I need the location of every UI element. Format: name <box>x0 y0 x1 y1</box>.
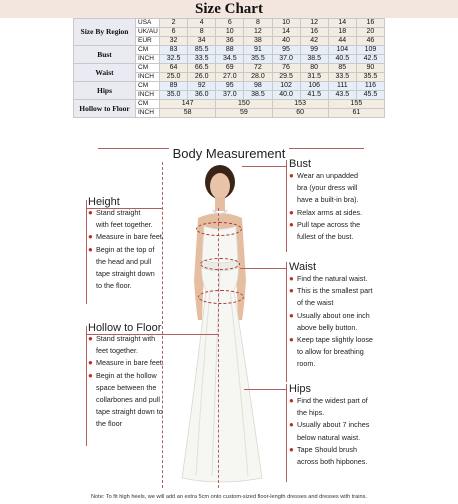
list-item-text: Relax arms at sides. <box>297 207 363 217</box>
list-item <box>289 297 373 309</box>
value-cell: 32.5 <box>160 55 188 64</box>
value-cell: 37.0 <box>272 55 300 64</box>
value-cell: 14 <box>272 28 300 37</box>
value-cell: 147 <box>160 100 216 109</box>
bullet-icon <box>88 268 96 280</box>
value-cell: 31.5 <box>300 73 328 82</box>
value-cell: 29.5 <box>272 73 300 82</box>
body-measurement-title <box>0 146 458 161</box>
value-cell: 95 <box>216 82 244 91</box>
bullet-icon <box>88 382 96 394</box>
list-item-text: bra (your dress will <box>297 183 358 193</box>
list-item <box>289 182 362 194</box>
hips-connector <box>244 389 286 390</box>
list-item-text: Measure in bare feet. <box>96 232 164 242</box>
waist-instructions <box>289 273 373 371</box>
value-cell: 40 <box>272 37 300 46</box>
unit-cell: INCH <box>136 55 160 64</box>
list-item <box>88 370 164 382</box>
list-item <box>88 244 164 256</box>
value-cell: 10 <box>272 19 300 28</box>
list-item-text: Wear an unpadded <box>297 171 359 180</box>
list-item <box>289 219 362 231</box>
waist-measure-ellipse <box>200 258 240 270</box>
bullet-icon: ● <box>88 334 93 343</box>
list-item-text: above belly button. <box>297 322 358 332</box>
value-cell: 28.0 <box>244 73 272 82</box>
bullet-icon <box>88 394 96 406</box>
bullet-icon <box>289 297 297 309</box>
list-item-text: the floor <box>96 419 122 429</box>
value-cell: 6 <box>160 28 188 37</box>
value-cell: 60 <box>272 109 328 118</box>
bullet-icon <box>289 231 297 243</box>
list-item <box>289 407 369 419</box>
list-item <box>289 231 362 243</box>
table-row <box>74 64 385 73</box>
table-row <box>74 19 385 28</box>
list-item-text: with feet together. <box>96 220 153 230</box>
list-item-text: collarbones and pull <box>96 395 160 405</box>
bullet-icon <box>289 322 297 334</box>
bust-instructions <box>289 170 362 243</box>
list-item <box>289 285 373 297</box>
list-item-text: of the waist <box>297 298 334 308</box>
list-item-text: Pull tape across the <box>297 219 361 229</box>
value-cell: 102 <box>272 82 300 91</box>
list-item-text: space between the <box>96 382 157 392</box>
list-item <box>289 207 362 219</box>
value-cell: 91 <box>244 46 272 55</box>
value-cell: 35.5 <box>356 73 384 82</box>
waist-heading: Waist <box>289 261 317 273</box>
value-cell: 27.0 <box>216 73 244 82</box>
list-item <box>88 382 164 394</box>
value-cell: 89 <box>160 82 188 91</box>
height-instructions <box>88 207 164 292</box>
value-cell: 106 <box>300 82 328 91</box>
bullet-icon <box>289 432 297 444</box>
body-measurement-title-text: Body Measurement <box>169 146 290 161</box>
list-item-text: Keep tape slightly loose <box>297 335 373 345</box>
bullet-icon: ● <box>289 219 294 229</box>
value-cell: 38.5 <box>244 91 272 100</box>
value-cell: 99 <box>300 46 328 55</box>
hips-heading: Hips <box>289 383 312 395</box>
unit-cell: UK/AU <box>136 28 160 37</box>
list-item-text: Stand straight with <box>96 334 156 343</box>
value-cell: 6 <box>216 19 244 28</box>
value-cell: 12 <box>244 28 272 37</box>
value-cell: 10 <box>216 28 244 37</box>
dress-figure <box>150 160 290 490</box>
unit-cell: USA <box>136 19 160 28</box>
bullet-icon <box>289 346 297 358</box>
value-cell: 44 <box>328 37 356 46</box>
list-item-text: room. <box>297 359 316 369</box>
hollow-to-floor-heading: Hollow to Floor <box>88 322 162 334</box>
bullet-icon <box>289 194 297 206</box>
list-item <box>88 268 164 280</box>
list-item <box>289 456 369 468</box>
value-cell: 41.5 <box>300 91 328 100</box>
list-item <box>88 207 164 219</box>
value-cell: 98 <box>244 82 272 91</box>
value-cell: 153 <box>272 100 328 109</box>
list-item <box>88 333 164 345</box>
list-item-text: Find the widest part of <box>297 396 368 405</box>
table-row <box>74 100 385 109</box>
bust-connector <box>242 166 286 167</box>
list-item-text: across both hipbones. <box>297 457 368 467</box>
bullet-icon <box>289 358 297 370</box>
list-item-text: to allow for breathing <box>297 347 364 357</box>
bullet-icon <box>88 406 96 418</box>
value-cell: 36.0 <box>188 91 216 100</box>
bullet-icon: ● <box>289 310 294 320</box>
value-cell: 66.5 <box>188 64 216 73</box>
value-cell: 150 <box>216 100 272 109</box>
list-item-text: Begin at the top of <box>96 244 155 254</box>
value-cell: 40.5 <box>328 55 356 64</box>
unit-cell: CM <box>136 64 160 73</box>
height-heading: Height <box>88 196 120 208</box>
row-group-label: Size By Region <box>74 19 136 46</box>
list-item-text: the head and pull <box>96 256 152 266</box>
value-cell: 88 <box>216 46 244 55</box>
value-cell: 4 <box>188 19 216 28</box>
bullet-icon: ● <box>289 171 294 180</box>
list-item <box>289 444 369 456</box>
bullet-icon: ● <box>289 274 294 283</box>
bust-heading: Bust <box>289 158 312 170</box>
value-cell: 76 <box>272 64 300 73</box>
bullet-icon: ● <box>88 208 93 217</box>
waist-connector <box>240 268 286 269</box>
list-item-text: Begin at the hollow <box>96 370 157 380</box>
bullet-icon <box>88 256 96 268</box>
list-item <box>88 394 164 406</box>
hips-rail <box>286 384 287 482</box>
value-cell: 45.5 <box>356 91 384 100</box>
bullet-icon: ● <box>289 444 294 454</box>
bullet-icon: ● <box>88 370 93 380</box>
value-cell: 72 <box>244 64 272 73</box>
list-item <box>289 322 373 334</box>
list-item <box>289 432 369 444</box>
list-item-text: Measure in bare feet. <box>96 358 164 368</box>
bullet-icon <box>88 219 96 231</box>
unit-cell: INCH <box>136 91 160 100</box>
size-chart-title: Size Chart <box>0 0 458 18</box>
list-item <box>289 334 373 346</box>
value-cell: 34.5 <box>216 55 244 64</box>
bullet-icon <box>289 407 297 419</box>
bullet-icon <box>289 182 297 194</box>
list-item <box>289 395 369 407</box>
bullet-icon: ● <box>289 286 294 296</box>
value-cell: 35.5 <box>244 55 272 64</box>
value-cell: 58 <box>160 109 216 118</box>
height-rail <box>86 200 87 304</box>
list-item <box>289 194 362 206</box>
list-item <box>88 219 164 231</box>
value-cell: 33.5 <box>328 73 356 82</box>
list-item-text: tape straight down to <box>96 407 163 417</box>
list-item <box>289 358 373 370</box>
value-cell: 64 <box>160 64 188 73</box>
value-cell: 26.0 <box>188 73 216 82</box>
bullet-icon: ● <box>289 207 294 217</box>
value-cell: 109 <box>356 46 384 55</box>
list-item <box>289 310 373 322</box>
value-cell: 155 <box>328 100 384 109</box>
list-item-text: the hips. <box>297 408 325 418</box>
value-cell: 111 <box>328 82 356 91</box>
list-item-text: tape straight down <box>96 269 155 279</box>
unit-cell: CM <box>136 82 160 91</box>
bullet-icon <box>88 280 96 292</box>
value-cell: 85 <box>328 64 356 73</box>
list-item <box>88 256 164 268</box>
list-item <box>289 419 369 431</box>
footnote: Note: To fit high heels, we will add an extra 5cm onto custom-sized floor-length dresses and dresses with trains. <box>91 494 367 500</box>
unit-cell: INCH <box>136 109 160 118</box>
value-cell: 8 <box>188 28 216 37</box>
value-cell: 69 <box>216 64 244 73</box>
table-row <box>74 46 385 55</box>
value-cell: 25.0 <box>160 73 188 82</box>
list-item <box>88 345 164 357</box>
value-cell: 90 <box>356 64 384 73</box>
unit-cell: INCH <box>136 73 160 82</box>
bullet-icon: ● <box>289 396 294 405</box>
list-item <box>88 231 164 243</box>
value-cell: 43.5 <box>328 91 356 100</box>
value-cell: 8 <box>244 19 272 28</box>
bullet-icon: ● <box>289 335 294 345</box>
value-cell: 46 <box>356 37 384 46</box>
bust-rail <box>286 160 287 252</box>
value-cell: 42.5 <box>356 55 384 64</box>
row-group-label: Waist <box>74 64 136 82</box>
hips-instructions <box>289 395 369 468</box>
value-cell: 20 <box>356 28 384 37</box>
list-item <box>289 346 373 358</box>
list-item-text: Usually about 7 inches <box>297 420 370 430</box>
hollow-rail <box>86 326 87 446</box>
value-cell: 2 <box>160 19 188 28</box>
table-row <box>74 82 385 91</box>
list-item <box>88 406 164 418</box>
value-cell: 32 <box>160 37 188 46</box>
value-cell: 61 <box>328 109 384 118</box>
list-item <box>88 357 164 369</box>
value-cell: 37.0 <box>216 91 244 100</box>
row-group-label: Bust <box>74 46 136 64</box>
value-cell: 18 <box>328 28 356 37</box>
hollow-to-floor-instructions <box>88 333 164 431</box>
value-cell: 40.0 <box>272 91 300 100</box>
bullet-icon: ● <box>289 420 294 430</box>
bullet-icon: ● <box>88 232 93 242</box>
list-item <box>289 170 362 182</box>
list-item <box>88 418 164 430</box>
value-cell: 59 <box>216 109 272 118</box>
list-item-text: Find the natural waist. <box>297 274 368 283</box>
list-item-text: This is the smallest part <box>297 286 373 296</box>
list-item-text: Stand straight <box>96 208 141 217</box>
bullet-icon: ● <box>88 358 93 368</box>
value-cell: 14 <box>328 19 356 28</box>
list-item-text: have a built-in bra). <box>297 195 359 205</box>
value-cell: 85.5 <box>188 46 216 55</box>
list-item <box>88 280 164 292</box>
value-cell: 42 <box>300 37 328 46</box>
value-cell: 95 <box>272 46 300 55</box>
bullet-icon <box>88 418 96 430</box>
bullet-icon <box>88 345 96 357</box>
value-cell: 92 <box>188 82 216 91</box>
value-cell: 38 <box>244 37 272 46</box>
bullet-icon <box>289 456 297 468</box>
list-item-text: Tape Should brush <box>297 444 357 454</box>
value-cell: 12 <box>300 19 328 28</box>
list-item <box>289 273 373 285</box>
value-cell: 80 <box>300 64 328 73</box>
unit-cell: CM <box>136 100 160 109</box>
value-cell: 104 <box>328 46 356 55</box>
unit-cell: CM <box>136 46 160 55</box>
row-group-label: Hips <box>74 82 136 100</box>
value-cell: 16 <box>300 28 328 37</box>
list-item-text: to the floor. <box>96 281 132 291</box>
size-chart-table <box>73 18 385 118</box>
value-cell: 34 <box>188 37 216 46</box>
value-cell: 38.5 <box>300 55 328 64</box>
value-cell: 33.5 <box>188 55 216 64</box>
waist-rail <box>286 262 287 382</box>
value-cell: 36 <box>216 37 244 46</box>
bust-measure-ellipse <box>196 222 242 236</box>
hips-measure-ellipse <box>198 290 244 304</box>
row-group-label: Hollow to Floor <box>74 100 136 118</box>
unit-cell: EUR <box>136 37 160 46</box>
bullet-icon: ● <box>88 244 93 254</box>
list-item-text: feet together. <box>96 346 138 356</box>
list-item-text: fullest of the bust. <box>297 232 354 242</box>
list-item-text: below natural waist. <box>297 432 361 442</box>
value-cell: 35.0 <box>160 91 188 100</box>
value-cell: 116 <box>356 82 384 91</box>
model-illustration <box>150 160 290 490</box>
value-cell: 16 <box>356 19 384 28</box>
hollow-dashed-line <box>218 208 219 488</box>
value-cell: 83 <box>160 46 188 55</box>
list-item-text: Usually about one inch <box>297 310 370 320</box>
